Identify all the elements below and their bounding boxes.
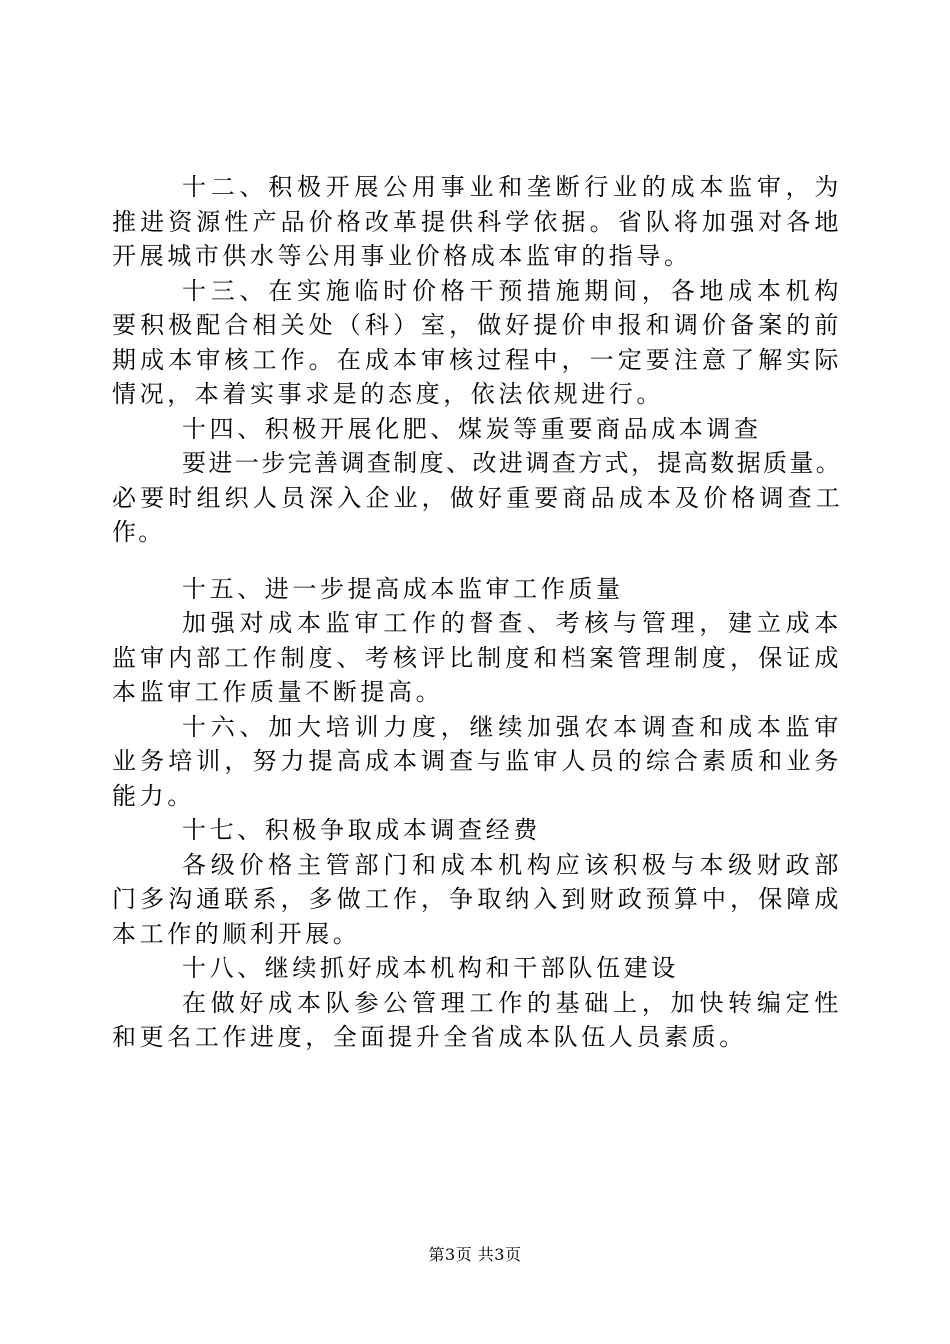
heading-18: 十八、继续抓好成本机构和干部队伍建设	[182, 954, 679, 982]
paragraph-18-body: 在做好成本队参公管理工作的基础上，加快转编定性和更名工作进度，全面提升全省成本队伍人员素质。	[112, 988, 842, 1051]
paragraph-12: 十二、积极开展公用事业和垄断行业的成本监审，为推进资源性产品价格改革提供科学依据。省队将加强对各地开展城市供水等公用事业价格成本监审的指导。	[112, 173, 842, 270]
paragraph-15-body: 加强对成本监审工作的督查、考核与管理，建立成本监审内部工作制度、考核评比制度和档案管理制度，保证成本监审工作质量不断提高。	[112, 609, 842, 706]
heading-17: 十七、积极争取成本调查经费	[182, 816, 541, 844]
page-number-footer: 第3页 共3页	[428, 1245, 522, 1264]
paragraph-17-body: 各级价格主管部门和成本机构应该积极与本级财政部门多沟通联系，多做工作，争取纳入到财政预算中，保障成本工作的顺利开展。	[112, 850, 842, 948]
document-body	[112, 170, 842, 1055]
paragraph-16: 十六、加大培训力度，继续加强农本调查和成本监审业务培训，努力提高成本调查与监审人员的综合素质和业务能力。	[112, 712, 842, 810]
paragraph-13: 十三、在实施临时价格干预措施期间，各地成本机构要积极配合相关处（科）室，做好提价申报和调价备案的前期成本审核工作。在成本审核过程中，一定要注意了解实际情况，本着实事求是的态度，依法依规进行。	[112, 276, 842, 408]
heading-14: 十四、积极开展化肥、煤炭等重要商品成本调查	[182, 414, 762, 443]
paragraph-14-body: 要进一步完善调查制度、改进调查方式，提高数据质量。必要时组织人员深入企业，做好重要商品成本及价格调查工作。	[112, 449, 842, 546]
heading-15: 十五、进一步提高成本监审工作质量	[182, 574, 624, 603]
